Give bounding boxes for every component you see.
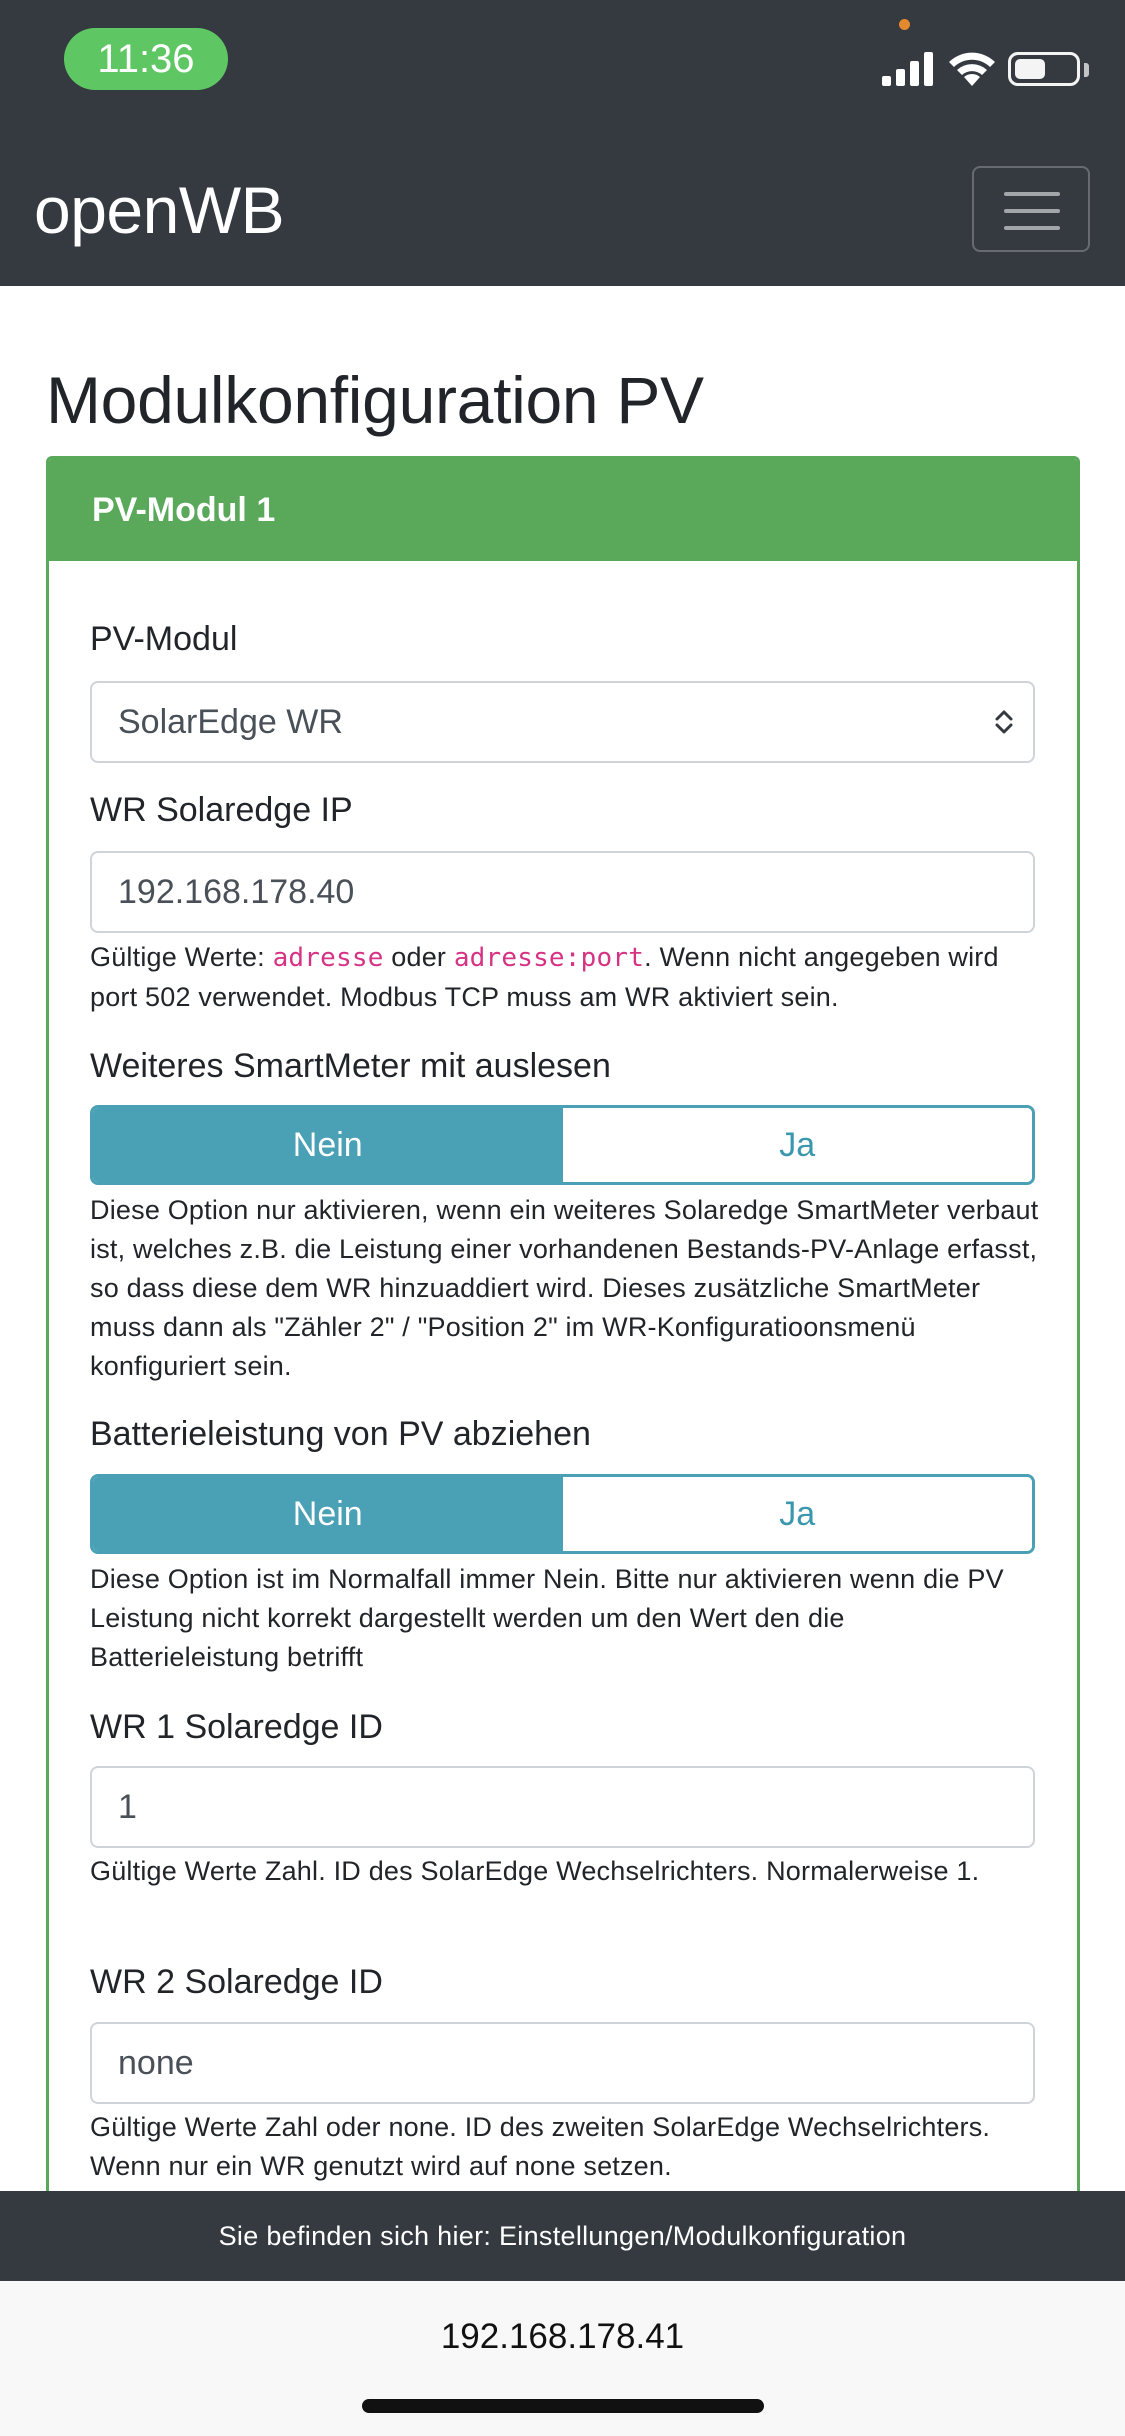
smartmeter-toggle: [90, 1105, 1035, 1185]
code-adresse-port: adresse:port: [453, 943, 645, 973]
footer-breadcrumb: Sie befinden sich hier: Einstellungen/Modulkonfiguration: [0, 2191, 1125, 2281]
hamburger-icon: [1004, 192, 1060, 196]
wr1-id-help: Gültige Werte Zahl. ID des SolarEdge Wechselrichters. Normalerweise 1.: [90, 1856, 980, 1886]
battery-no-button[interactable]: Nein: [93, 1477, 563, 1551]
navbar: [0, 132, 1125, 286]
wr2-id-label: WR 2 Solaredge ID: [90, 1963, 383, 2001]
browser-bar: [0, 2281, 1125, 2436]
wr2-id-help: Gültige Werte Zahl oder none. ID des zweiten SolarEdge Wechselrichters. Wenn nur ein WR genutzt wird auf none setzen.: [90, 2112, 991, 2181]
home-indicator[interactable]: [362, 2399, 764, 2413]
smartmeter-no-button[interactable]: Nein: [93, 1108, 563, 1182]
pv-module-select-value: SolarEdge WR: [118, 703, 343, 741]
wr-ip-help: Gültige Werte: adresse oder adresse:port. Wenn nicht angegeben wird port 502 verwendet. Modbus TCP muss am WR aktiviert sein.: [90, 942, 999, 1012]
wr-ip-label: WR Solaredge IP: [90, 791, 353, 829]
status-time: 11:36: [64, 28, 228, 90]
wr-ip-input[interactable]: 192.168.178.40: [90, 851, 1035, 933]
battery-toggle: [90, 1474, 1035, 1554]
card-header: PV-Modul 1: [49, 459, 1077, 561]
code-adresse: adresse: [272, 943, 384, 973]
wr1-id-label: WR 1 Solaredge ID: [90, 1708, 383, 1746]
menu-toggle-button[interactable]: [972, 166, 1090, 252]
camera-indicator-icon: [899, 19, 910, 30]
smartmeter-help: Diese Option nur aktivieren, wenn ein weiteres Solaredge SmartMeter verbaut ist, welches z.B. die Leistung einer vorhandenen Bestands-PV-Anlage erfasst, so dass diese dem WR hinzuaddiert wird. Dieses zusätzliche SmartMeter muss dann als "Zähler 2" / "Position 2" im WR-Konfiguratioonsmenü konfiguriert sein.: [90, 1195, 1039, 1381]
smartmeter-label: Weiteres SmartMeter mit auslesen: [90, 1047, 611, 1085]
status-bar: [0, 0, 1125, 132]
pv-module-label: PV-Modul: [90, 620, 238, 658]
battery-cap: [1084, 63, 1089, 77]
wr2-id-input[interactable]: none: [90, 2022, 1035, 2104]
wr1-id-input[interactable]: 1: [90, 1766, 1035, 1848]
wifi-icon: [946, 48, 998, 88]
cellular-signal-icon: [880, 50, 936, 86]
browser-url[interactable]: 192.168.178.41: [440, 2317, 685, 2356]
brand-logo[interactable]: openWB: [34, 173, 285, 247]
battery-label: Batterieleistung von PV abziehen: [90, 1415, 591, 1453]
select-arrows-icon: [991, 707, 1017, 737]
page-title: Modulkonfiguration PV: [46, 363, 704, 437]
pv-module-select[interactable]: [90, 681, 1035, 763]
battery-help: Diese Option ist im Normalfall immer Nein. Bitte nur aktivieren wenn die PV Leistung nicht korrekt dargestellt werden um den Wert den die Batterieleistung betrifft: [90, 1564, 1004, 1672]
smartmeter-yes-button[interactable]: Ja: [563, 1108, 1033, 1182]
battery-icon: [1008, 52, 1080, 86]
battery-yes-button[interactable]: Ja: [563, 1477, 1033, 1551]
